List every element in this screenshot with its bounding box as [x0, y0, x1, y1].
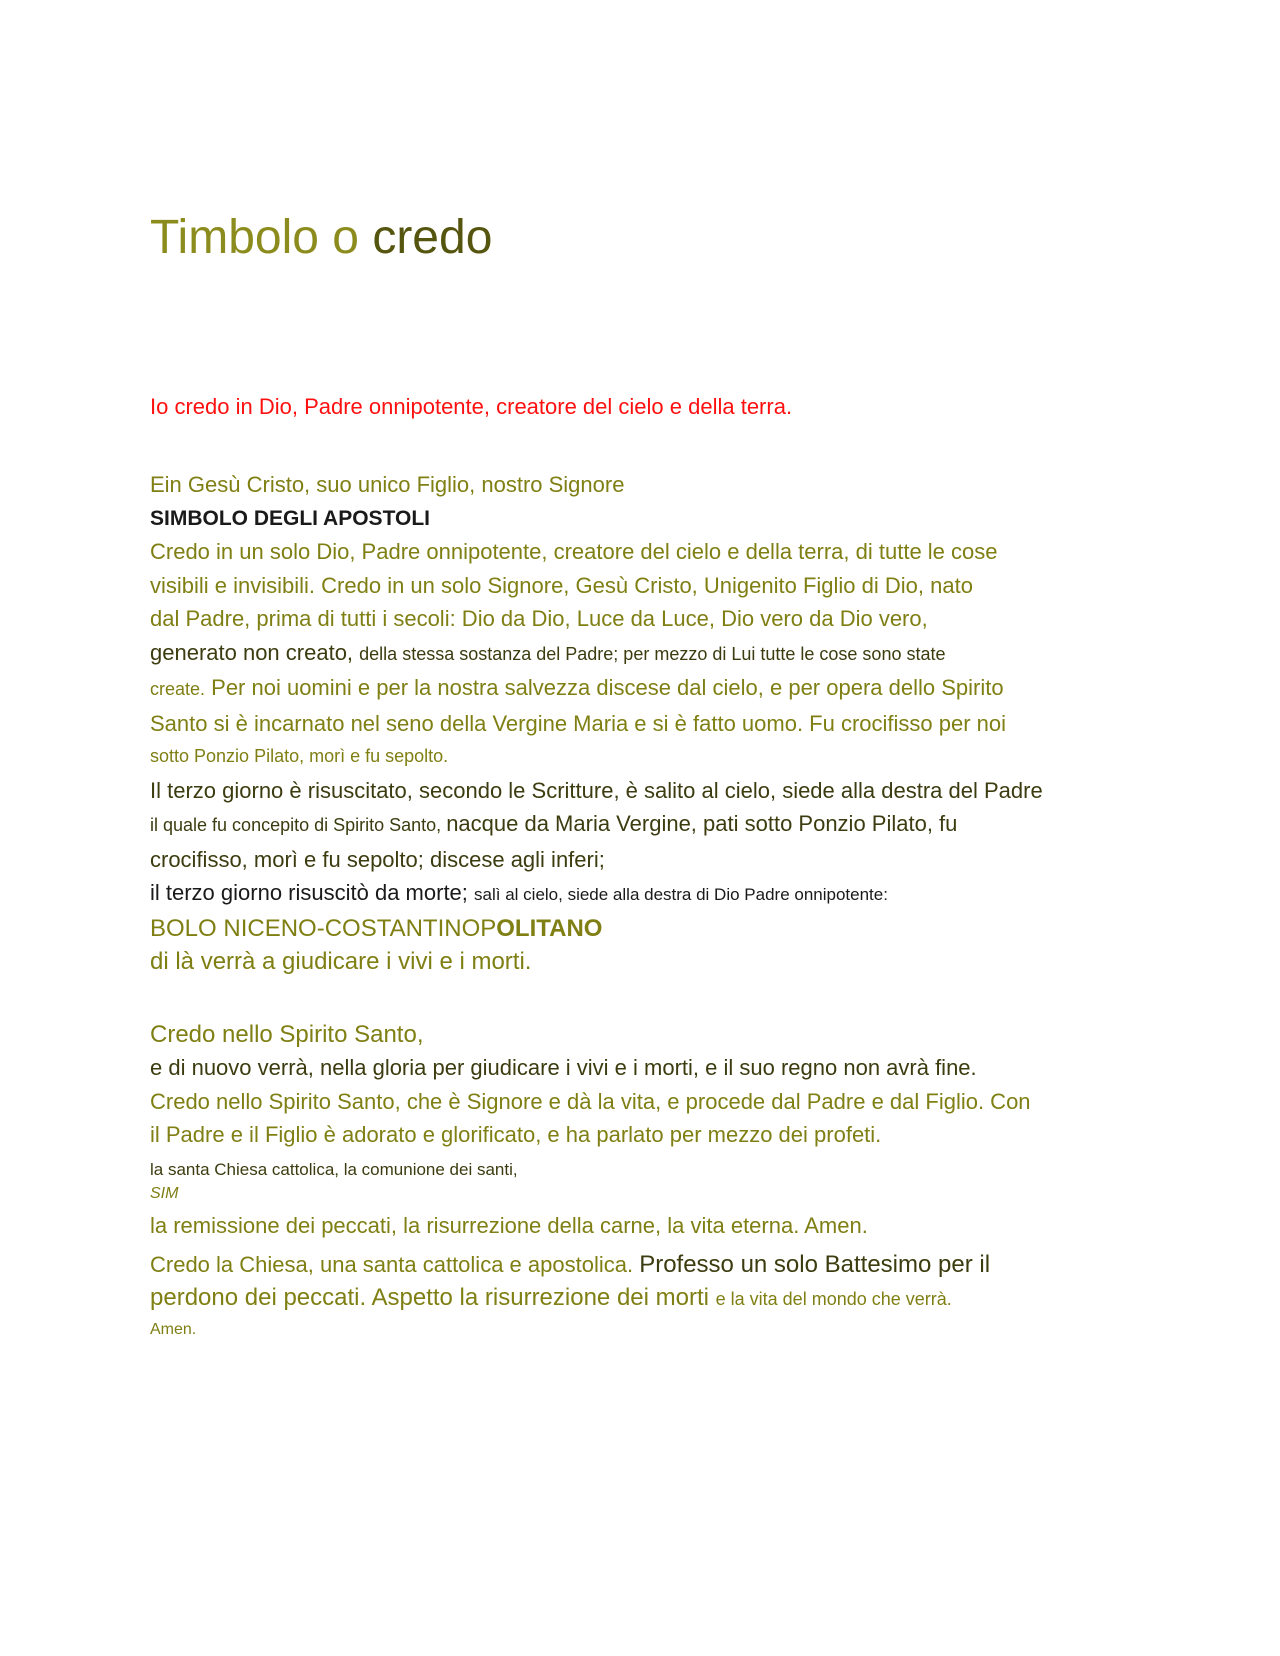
text-line	[150, 807, 1140, 843]
text-line: crocifisso, morì e fu sepolto; discese agli inferi;	[150, 846, 605, 872]
text-line	[150, 636, 1140, 672]
text-line: Il terzo giorno è risuscitato, secondo le Scritture, è salito al cielo, siede alla destra del Padre	[150, 777, 1043, 803]
text-line	[150, 876, 1140, 912]
text-line: sotto Ponzio Pilato, morì e fu sepolto.	[150, 746, 449, 766]
text-line: la remissione dei peccati, la risurrezione della carne, la vita eterna. Amen.	[150, 1212, 868, 1238]
text-line: e di nuovo verrà, nella gloria per giudicare i vivi e i morti, e il suo regno non avrà fine.	[150, 1055, 977, 1080]
spacer	[150, 979, 1140, 1018]
page-title	[150, 210, 492, 266]
text-line: Credo nello Spirito Santo,	[150, 1020, 424, 1048]
title-part-2: credo	[372, 211, 493, 264]
text-line: Credo in un solo Dio, Padre onnipotente, creatore del cielo e della terra, di tutte le cose	[150, 539, 998, 564]
section-heading-apostoli: SIMBOLO DEGLI APOSTOLI	[150, 506, 431, 530]
text-line	[150, 671, 1140, 707]
text-span: BOLO NICENO-COSTANTINOP	[150, 914, 497, 942]
document-body	[150, 468, 1140, 1343]
text-line: dal Padre, prima di tutti i secoli: Dio da Dio, Luce da Luce, Dio vero da Dio vero,	[150, 606, 928, 631]
section-heading-niceno	[150, 912, 1140, 946]
text-span: della stessa sostanza del Padre; per mezzo di Lui tutte le cose sono state	[359, 643, 946, 664]
text-span: salì al cielo, siede alla destra di Dio Padre onnipotente:	[474, 885, 888, 904]
title-part-1: Timbolo o	[150, 211, 373, 264]
text-line	[150, 1248, 1140, 1282]
text-line: visibili e invisibili. Credo in un solo Signore, Gesù Cristo, Unigenito Figlio di Dio, nato	[150, 572, 973, 598]
text-span: il terzo giorno risuscitò da morte;	[150, 880, 475, 905]
text-line: Amen.	[150, 1320, 197, 1338]
text-line: Credo nello Spirito Santo, che è Signore e dà la vita, e procede dal Padre e dal Figlio. Con	[150, 1088, 1031, 1114]
text-span: create.	[150, 679, 206, 699]
text-line: di là verrà a giudicare i vivi e i morti.	[150, 948, 532, 975]
intro-paragraph: Io credo in Dio, Padre onnipotente, creatore del cielo e della terra.	[150, 394, 793, 419]
text-span: il quale fu concepito di Spirito Santo,	[150, 815, 447, 835]
text-span: Per noi uomini e per la nostra salvezza discese dal cielo, e per opera dello Spirito	[205, 675, 1004, 700]
text-line	[150, 1281, 1140, 1317]
text-span: perdono dei peccati. Aspetto la risurrezione dei morti	[150, 1284, 716, 1311]
text-span: Professo un solo Battesimo per il	[639, 1250, 991, 1278]
text-line: il Padre e il Figlio è adorato e glorificato, e ha parlato per mezzo dei profeti.	[150, 1122, 882, 1147]
text-span: e la vita del mondo che verrà.	[715, 1289, 952, 1309]
text-line: la santa Chiesa cattolica, la comunione dei santi,	[150, 1159, 518, 1179]
text-line: SIM	[150, 1184, 179, 1202]
text-span: Credo la Chiesa, una santa cattolica e apostolica.	[150, 1251, 640, 1277]
text-span: OLITANO	[496, 914, 603, 942]
text-line: Santo si è incarnato nel seno della Vergine Maria e si è fatto uomo. Fu crocifisso per noi	[150, 710, 1007, 736]
text-line: Ein Gesù Cristo, suo unico Figlio, nostro Signore	[150, 472, 625, 497]
text-span: generato non creato,	[150, 639, 360, 665]
text-span: nacque da Maria Vergine, pati sotto Ponzio Pilato, fu	[446, 811, 958, 836]
